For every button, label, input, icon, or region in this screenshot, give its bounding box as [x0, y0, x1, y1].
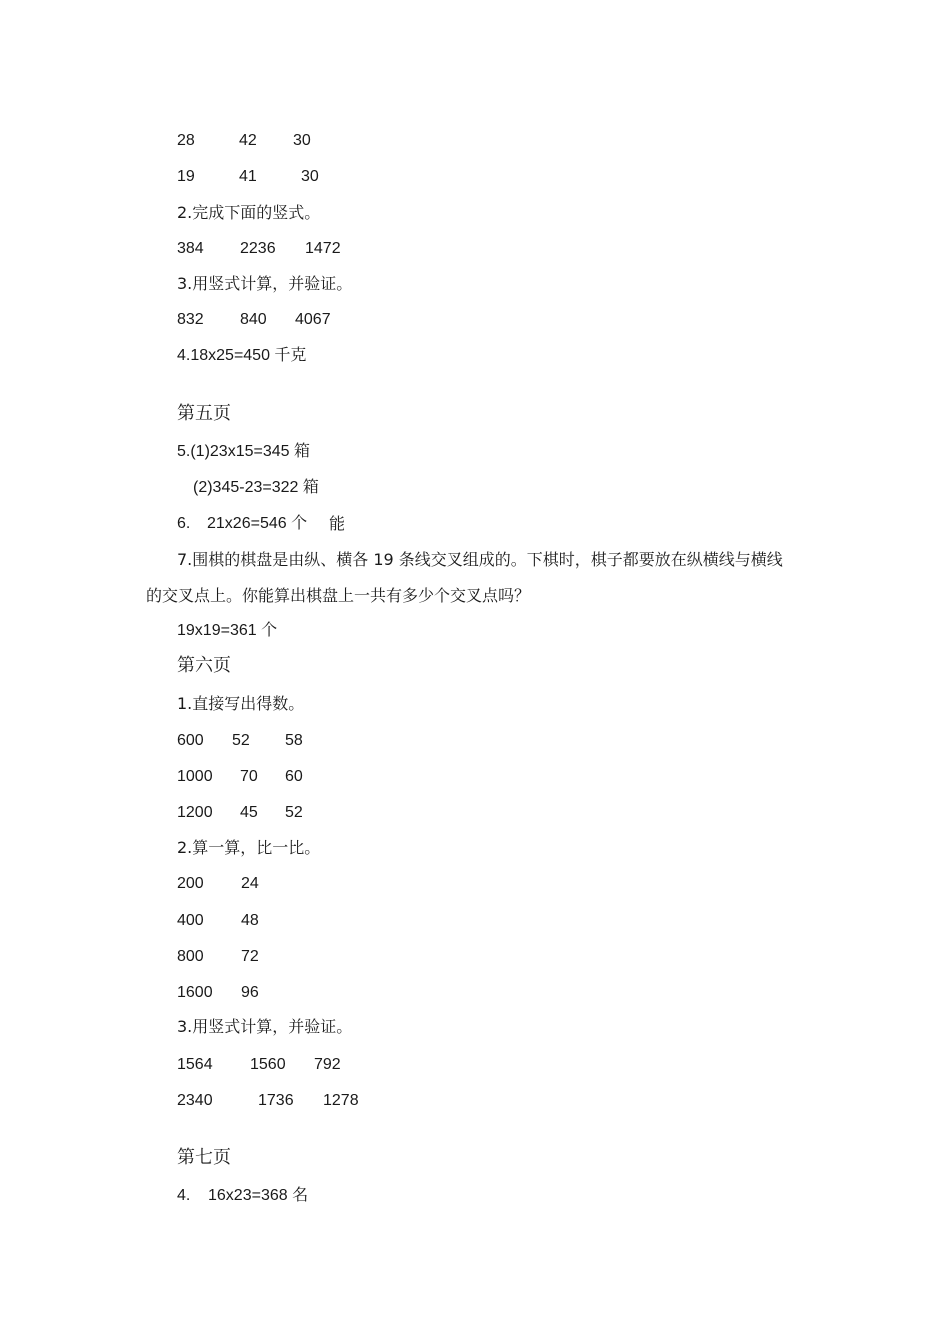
value: 24 — [241, 875, 259, 892]
value: 4067 — [295, 311, 331, 328]
value: 1560 — [250, 1056, 286, 1073]
value: 384 — [177, 240, 204, 257]
page-heading: 第五页 — [177, 403, 231, 424]
question-text: 的交叉点上。你能算出棋盘上一共有多少个交叉点吗？ — [146, 586, 531, 605]
value: 96 — [241, 984, 259, 1001]
value: 800 — [177, 948, 204, 965]
value: 70 — [240, 768, 258, 785]
question-text: 7.围棋的棋盘是由纵、横各 19 条线交叉组成的。下棋时，棋子都要放在纵横线与横线 — [177, 550, 783, 569]
value: 200 — [177, 875, 204, 892]
question-number: 4. — [177, 1187, 191, 1204]
value: 1736 — [258, 1092, 294, 1109]
value: 2340 — [177, 1092, 213, 1109]
page-heading: 第七页 — [177, 1147, 231, 1168]
value: 72 — [241, 948, 259, 965]
value: 600 — [177, 732, 204, 749]
question-title: 1.直接写出得数。 — [177, 694, 305, 713]
value: 1278 — [323, 1092, 359, 1109]
page-heading: 第六页 — [177, 655, 231, 676]
value: 19 — [177, 168, 195, 185]
value: 16x23=368 名 — [208, 1187, 309, 1204]
value: 1000 — [177, 768, 213, 785]
value: 1564 — [177, 1056, 213, 1073]
value: 2236 — [240, 240, 276, 257]
question-title: 3.用竖式计算，并验证。 — [177, 274, 353, 293]
answer-line: (2)345-23=322 箱 — [193, 479, 319, 496]
value: 60 — [285, 768, 303, 785]
question-title: 2.算一算，比一比。 — [177, 838, 321, 857]
value: 58 — [285, 732, 303, 749]
value: 400 — [177, 912, 204, 929]
value: 21x26=546 个 — [207, 515, 308, 532]
value: 41 — [239, 168, 257, 185]
question-number: 6. — [177, 515, 191, 532]
value: 28 — [177, 132, 195, 149]
answer-line: 19x19=361 个 — [177, 622, 278, 639]
question-title: 3.用竖式计算，并验证。 — [177, 1017, 353, 1036]
value: 能 — [329, 514, 346, 533]
value: 30 — [293, 132, 311, 149]
value: 45 — [240, 804, 258, 821]
value: 832 — [177, 311, 204, 328]
value: 792 — [314, 1056, 341, 1073]
value: 52 — [232, 732, 250, 749]
question-title: 2.完成下面的竖式。 — [177, 203, 321, 222]
value: 48 — [241, 912, 259, 929]
value: 52 — [285, 804, 303, 821]
value: 42 — [239, 132, 257, 149]
value: 1600 — [177, 984, 213, 1001]
value: 840 — [240, 311, 267, 328]
answer-line: 4.18x25=450 千克 — [177, 347, 307, 364]
value: 1200 — [177, 804, 213, 821]
value: 30 — [301, 168, 319, 185]
answer-line: 5.(1)23x15=345 箱 — [177, 443, 310, 460]
value: 1472 — [305, 240, 341, 257]
